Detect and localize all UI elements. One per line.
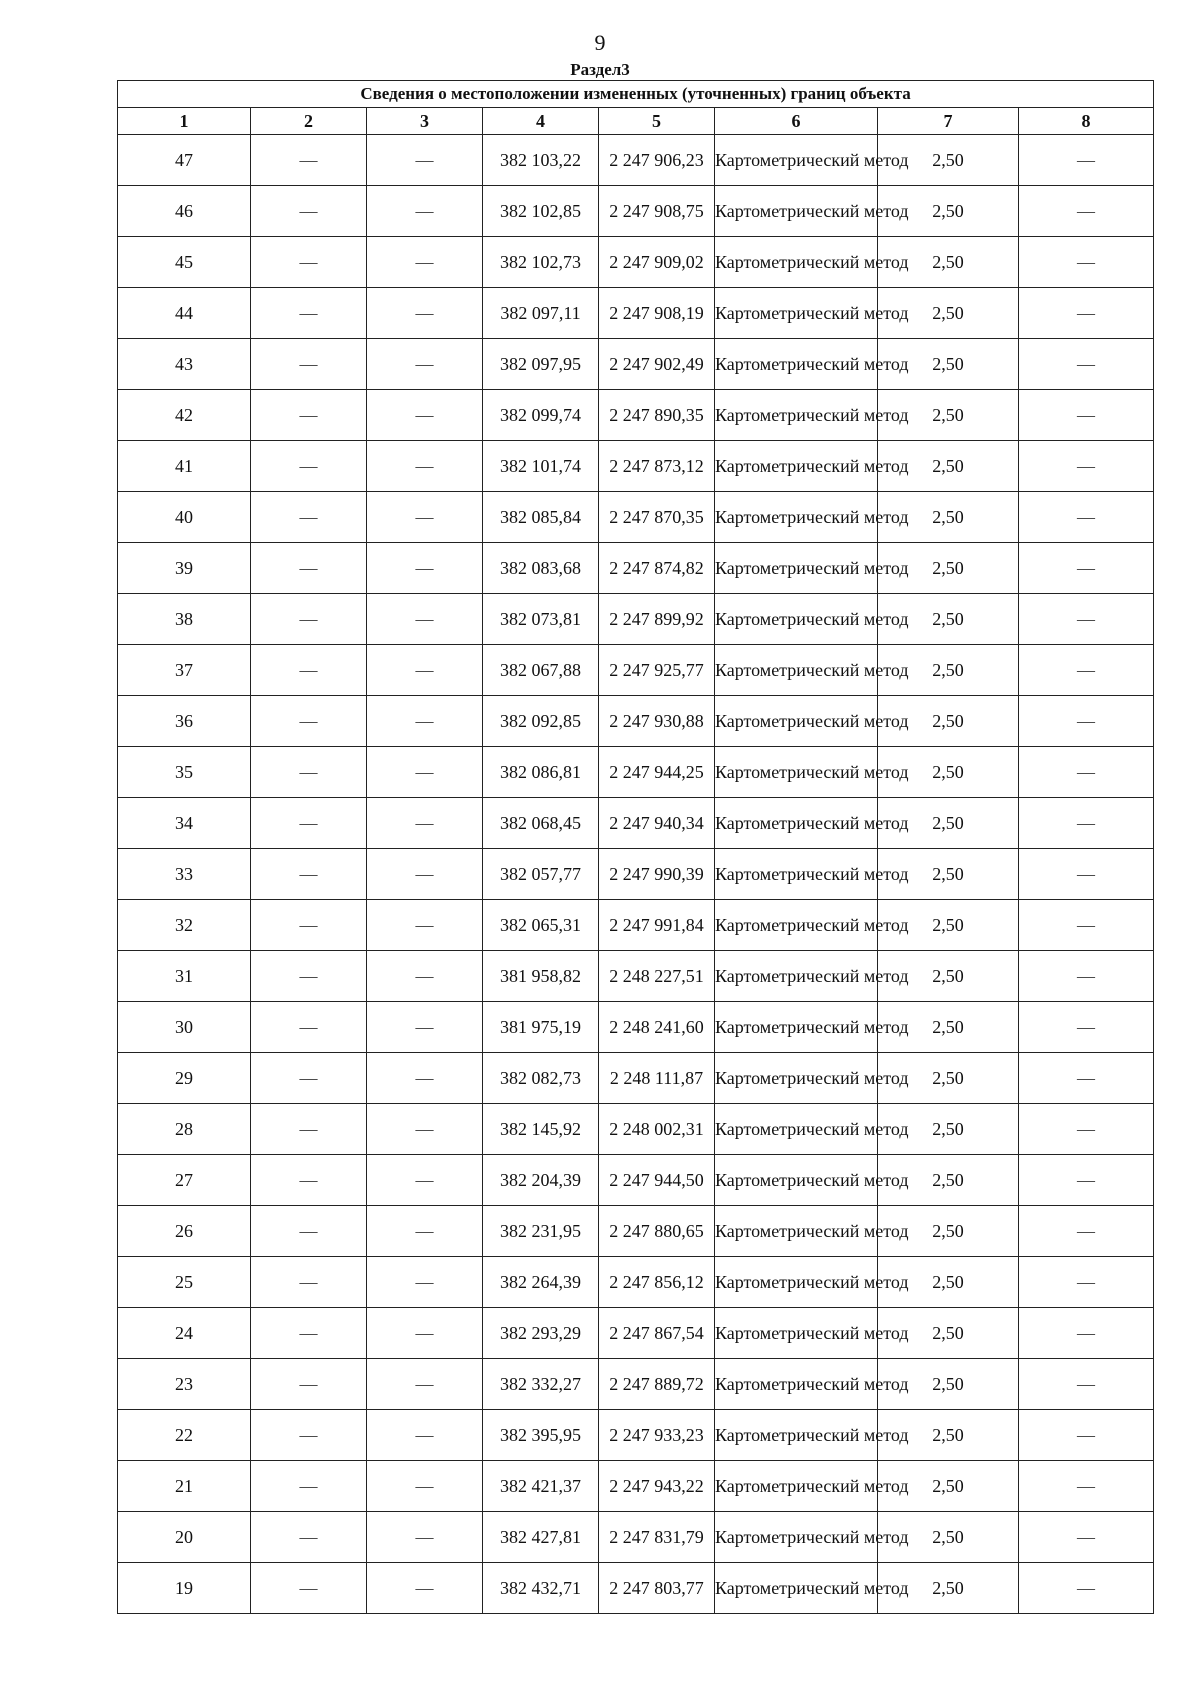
column-2-cell: — [251, 645, 367, 696]
point-number-cell: 29 [118, 1053, 251, 1104]
x-coordinate-cell: 382 293,29 [483, 1308, 599, 1359]
column-8-cell: — [1019, 645, 1154, 696]
accuracy-cell: 2,50 [878, 135, 1019, 186]
column-2-cell: — [251, 798, 367, 849]
column-header: 8 [1019, 108, 1154, 135]
table-row [118, 900, 1154, 951]
method-cell: Картометрический метод [715, 390, 878, 441]
method-cell: Картометрический метод [715, 1308, 878, 1359]
accuracy-cell: 2,50 [878, 696, 1019, 747]
column-3-cell: — [367, 237, 483, 288]
point-number-cell: 39 [118, 543, 251, 594]
y-coordinate-cell: 2 247 856,12 [599, 1257, 715, 1308]
accuracy-cell: 2,50 [878, 1308, 1019, 1359]
x-coordinate-cell: 382 421,37 [483, 1461, 599, 1512]
table-row [118, 543, 1154, 594]
accuracy-cell: 2,50 [878, 1563, 1019, 1614]
x-coordinate-cell: 382 231,95 [483, 1206, 599, 1257]
table-row [118, 798, 1154, 849]
column-8-cell: — [1019, 594, 1154, 645]
accuracy-cell: 2,50 [878, 1512, 1019, 1563]
column-8-cell: — [1019, 951, 1154, 1002]
table-header-row [118, 108, 1154, 135]
y-coordinate-cell: 2 247 831,79 [599, 1512, 715, 1563]
column-8-cell: — [1019, 1002, 1154, 1053]
y-coordinate-cell: 2 247 902,49 [599, 339, 715, 390]
accuracy-cell: 2,50 [878, 441, 1019, 492]
point-number-cell: 19 [118, 1563, 251, 1614]
table-row [118, 849, 1154, 900]
method-cell: Картометрический метод [715, 492, 878, 543]
point-number-cell: 46 [118, 186, 251, 237]
column-3-cell: — [367, 1053, 483, 1104]
column-header: 3 [367, 108, 483, 135]
table-row [118, 339, 1154, 390]
column-3-cell: — [367, 135, 483, 186]
column-2-cell: — [251, 951, 367, 1002]
x-coordinate-cell: 382 097,11 [483, 288, 599, 339]
accuracy-cell: 2,50 [878, 1461, 1019, 1512]
accuracy-cell: 2,50 [878, 849, 1019, 900]
column-header: 6 [715, 108, 878, 135]
column-8-cell: — [1019, 747, 1154, 798]
point-number-cell: 44 [118, 288, 251, 339]
table-row [118, 1359, 1154, 1410]
y-coordinate-cell: 2 247 991,84 [599, 900, 715, 951]
column-3-cell: — [367, 1104, 483, 1155]
accuracy-cell: 2,50 [878, 951, 1019, 1002]
method-cell: Картометрический метод [715, 951, 878, 1002]
column-3-cell: — [367, 900, 483, 951]
point-number-cell: 45 [118, 237, 251, 288]
point-number-cell: 37 [118, 645, 251, 696]
method-cell: Картометрический метод [715, 186, 878, 237]
y-coordinate-cell: 2 247 990,39 [599, 849, 715, 900]
table-row [118, 135, 1154, 186]
point-number-cell: 47 [118, 135, 251, 186]
method-cell: Картометрический метод [715, 1053, 878, 1104]
column-2-cell: — [251, 1563, 367, 1614]
point-number-cell: 30 [118, 1002, 251, 1053]
column-3-cell: — [367, 186, 483, 237]
table-row [118, 1002, 1154, 1053]
accuracy-cell: 2,50 [878, 900, 1019, 951]
method-cell: Картометрический метод [715, 798, 878, 849]
y-coordinate-cell: 2 248 111,87 [599, 1053, 715, 1104]
x-coordinate-cell: 382 057,77 [483, 849, 599, 900]
column-8-cell: — [1019, 849, 1154, 900]
point-number-cell: 43 [118, 339, 251, 390]
column-8-cell: — [1019, 1359, 1154, 1410]
method-cell: Картометрический метод [715, 1512, 878, 1563]
point-number-cell: 36 [118, 696, 251, 747]
method-cell: Картометрический метод [715, 900, 878, 951]
point-number-cell: 35 [118, 747, 251, 798]
x-coordinate-cell: 382 065,31 [483, 900, 599, 951]
y-coordinate-cell: 2 247 908,19 [599, 288, 715, 339]
column-8-cell: — [1019, 1155, 1154, 1206]
column-3-cell: — [367, 747, 483, 798]
table-body [118, 135, 1154, 1614]
point-number-cell: 21 [118, 1461, 251, 1512]
x-coordinate-cell: 382 145,92 [483, 1104, 599, 1155]
column-2-cell: — [251, 339, 367, 390]
column-8-cell: — [1019, 1410, 1154, 1461]
x-coordinate-cell: 382 102,73 [483, 237, 599, 288]
accuracy-cell: 2,50 [878, 1053, 1019, 1104]
table-row [118, 1206, 1154, 1257]
column-header: 7 [878, 108, 1019, 135]
column-2-cell: — [251, 237, 367, 288]
table-row [118, 594, 1154, 645]
point-number-cell: 28 [118, 1104, 251, 1155]
column-2-cell: — [251, 1512, 367, 1563]
column-3-cell: — [367, 1206, 483, 1257]
column-8-cell: — [1019, 441, 1154, 492]
column-3-cell: — [367, 1410, 483, 1461]
y-coordinate-cell: 2 247 933,23 [599, 1410, 715, 1461]
table-row [118, 237, 1154, 288]
method-cell: Картометрический метод [715, 1155, 878, 1206]
column-2-cell: — [251, 1053, 367, 1104]
y-coordinate-cell: 2 247 889,72 [599, 1359, 715, 1410]
x-coordinate-cell: 382 092,85 [483, 696, 599, 747]
table-row [118, 1053, 1154, 1104]
point-number-cell: 24 [118, 1308, 251, 1359]
accuracy-cell: 2,50 [878, 1257, 1019, 1308]
column-3-cell: — [367, 594, 483, 645]
table-row [118, 1410, 1154, 1461]
column-2-cell: — [251, 900, 367, 951]
point-number-cell: 27 [118, 1155, 251, 1206]
x-coordinate-cell: 382 204,39 [483, 1155, 599, 1206]
point-number-cell: 42 [118, 390, 251, 441]
column-8-cell: — [1019, 1512, 1154, 1563]
method-cell: Картометрический метод [715, 1104, 878, 1155]
method-cell: Картометрический метод [715, 288, 878, 339]
column-2-cell: — [251, 1104, 367, 1155]
point-number-cell: 33 [118, 849, 251, 900]
x-coordinate-cell: 382 085,84 [483, 492, 599, 543]
x-coordinate-cell: 382 097,95 [483, 339, 599, 390]
x-coordinate-cell: 381 975,19 [483, 1002, 599, 1053]
boundary-coordinates-table [117, 80, 1154, 1614]
point-number-cell: 20 [118, 1512, 251, 1563]
column-8-cell: — [1019, 492, 1154, 543]
column-8-cell: — [1019, 1206, 1154, 1257]
table-row [118, 1512, 1154, 1563]
table-row [118, 288, 1154, 339]
method-cell: Картометрический метод [715, 1410, 878, 1461]
column-3-cell: — [367, 543, 483, 594]
accuracy-cell: 2,50 [878, 594, 1019, 645]
y-coordinate-cell: 2 247 925,77 [599, 645, 715, 696]
column-8-cell: — [1019, 186, 1154, 237]
column-8-cell: — [1019, 1257, 1154, 1308]
y-coordinate-cell: 2 247 944,50 [599, 1155, 715, 1206]
method-cell: Картометрический метод [715, 1563, 878, 1614]
column-3-cell: — [367, 645, 483, 696]
x-coordinate-cell: 382 083,68 [483, 543, 599, 594]
column-8-cell: — [1019, 1563, 1154, 1614]
table-row [118, 441, 1154, 492]
y-coordinate-cell: 2 247 873,12 [599, 441, 715, 492]
column-2-cell: — [251, 1002, 367, 1053]
y-coordinate-cell: 2 247 906,23 [599, 135, 715, 186]
y-coordinate-cell: 2 247 803,77 [599, 1563, 715, 1614]
y-coordinate-cell: 2 247 909,02 [599, 237, 715, 288]
method-cell: Картометрический метод [715, 594, 878, 645]
accuracy-cell: 2,50 [878, 543, 1019, 594]
method-cell: Картометрический метод [715, 696, 878, 747]
column-3-cell: — [367, 492, 483, 543]
column-2-cell: — [251, 135, 367, 186]
column-3-cell: — [367, 1461, 483, 1512]
y-coordinate-cell: 2 247 940,34 [599, 798, 715, 849]
column-2-cell: — [251, 543, 367, 594]
column-2-cell: — [251, 849, 367, 900]
column-8-cell: — [1019, 390, 1154, 441]
column-2-cell: — [251, 1308, 367, 1359]
method-cell: Картометрический метод [715, 1257, 878, 1308]
y-coordinate-cell: 2 247 908,75 [599, 186, 715, 237]
method-cell: Картометрический метод [715, 747, 878, 798]
point-number-cell: 31 [118, 951, 251, 1002]
table-row [118, 1257, 1154, 1308]
table-row [118, 951, 1154, 1002]
y-coordinate-cell: 2 247 867,54 [599, 1308, 715, 1359]
table-row [118, 1461, 1154, 1512]
accuracy-cell: 2,50 [878, 288, 1019, 339]
x-coordinate-cell: 382 332,27 [483, 1359, 599, 1410]
table-row [118, 186, 1154, 237]
column-3-cell: — [367, 441, 483, 492]
y-coordinate-cell: 2 247 944,25 [599, 747, 715, 798]
column-2-cell: — [251, 1410, 367, 1461]
column-3-cell: — [367, 1512, 483, 1563]
table-row [118, 1104, 1154, 1155]
table-caption: Сведения о местоположении измененных (уточненных) границ объекта [118, 81, 1154, 108]
y-coordinate-cell: 2 247 874,82 [599, 543, 715, 594]
column-2-cell: — [251, 1206, 367, 1257]
column-8-cell: — [1019, 237, 1154, 288]
table-row [118, 1308, 1154, 1359]
x-coordinate-cell: 382 082,73 [483, 1053, 599, 1104]
table-row [118, 696, 1154, 747]
column-2-cell: — [251, 1461, 367, 1512]
section-title: Раздел3 [570, 60, 630, 79]
column-8-cell: — [1019, 696, 1154, 747]
table-caption-row [118, 81, 1154, 108]
column-2-cell: — [251, 1155, 367, 1206]
point-number-cell: 40 [118, 492, 251, 543]
accuracy-cell: 2,50 [878, 1104, 1019, 1155]
y-coordinate-cell: 2 247 943,22 [599, 1461, 715, 1512]
x-coordinate-cell: 381 958,82 [483, 951, 599, 1002]
column-3-cell: — [367, 1002, 483, 1053]
column-3-cell: — [367, 1155, 483, 1206]
x-coordinate-cell: 382 264,39 [483, 1257, 599, 1308]
accuracy-cell: 2,50 [878, 1410, 1019, 1461]
x-coordinate-cell: 382 068,45 [483, 798, 599, 849]
point-number-cell: 23 [118, 1359, 251, 1410]
method-cell: Картометрический метод [715, 1002, 878, 1053]
accuracy-cell: 2,50 [878, 1359, 1019, 1410]
accuracy-cell: 2,50 [878, 339, 1019, 390]
method-cell: Картометрический метод [715, 237, 878, 288]
x-coordinate-cell: 382 099,74 [483, 390, 599, 441]
table-row [118, 747, 1154, 798]
column-2-cell: — [251, 288, 367, 339]
table-row [118, 492, 1154, 543]
point-number-cell: 32 [118, 900, 251, 951]
y-coordinate-cell: 2 248 227,51 [599, 951, 715, 1002]
column-3-cell: — [367, 1563, 483, 1614]
column-8-cell: — [1019, 543, 1154, 594]
y-coordinate-cell: 2 248 002,31 [599, 1104, 715, 1155]
column-2-cell: — [251, 186, 367, 237]
method-cell: Картометрический метод [715, 1359, 878, 1410]
column-header: 1 [118, 108, 251, 135]
column-3-cell: — [367, 696, 483, 747]
table-row [118, 1563, 1154, 1614]
y-coordinate-cell: 2 247 870,35 [599, 492, 715, 543]
column-2-cell: — [251, 1359, 367, 1410]
column-8-cell: — [1019, 135, 1154, 186]
point-number-cell: 41 [118, 441, 251, 492]
method-cell: Картометрический метод [715, 135, 878, 186]
accuracy-cell: 2,50 [878, 492, 1019, 543]
column-2-cell: — [251, 747, 367, 798]
y-coordinate-cell: 2 247 890,35 [599, 390, 715, 441]
accuracy-cell: 2,50 [878, 1155, 1019, 1206]
method-cell: Картометрический метод [715, 543, 878, 594]
column-2-cell: — [251, 1257, 367, 1308]
column-8-cell: — [1019, 339, 1154, 390]
x-coordinate-cell: 382 101,74 [483, 441, 599, 492]
column-3-cell: — [367, 390, 483, 441]
y-coordinate-cell: 2 248 241,60 [599, 1002, 715, 1053]
column-2-cell: — [251, 492, 367, 543]
method-cell: Картометрический метод [715, 1206, 878, 1257]
method-cell: Картометрический метод [715, 441, 878, 492]
x-coordinate-cell: 382 086,81 [483, 747, 599, 798]
method-cell: Картометрический метод [715, 1461, 878, 1512]
accuracy-cell: 2,50 [878, 798, 1019, 849]
y-coordinate-cell: 2 247 899,92 [599, 594, 715, 645]
x-coordinate-cell: 382 067,88 [483, 645, 599, 696]
column-8-cell: — [1019, 1053, 1154, 1104]
point-number-cell: 34 [118, 798, 251, 849]
accuracy-cell: 2,50 [878, 747, 1019, 798]
y-coordinate-cell: 2 247 880,65 [599, 1206, 715, 1257]
column-3-cell: — [367, 339, 483, 390]
column-3-cell: — [367, 288, 483, 339]
x-coordinate-cell: 382 073,81 [483, 594, 599, 645]
accuracy-cell: 2,50 [878, 237, 1019, 288]
column-2-cell: — [251, 696, 367, 747]
accuracy-cell: 2,50 [878, 645, 1019, 696]
point-number-cell: 38 [118, 594, 251, 645]
point-number-cell: 25 [118, 1257, 251, 1308]
column-2-cell: — [251, 390, 367, 441]
column-8-cell: — [1019, 798, 1154, 849]
column-3-cell: — [367, 1257, 483, 1308]
column-8-cell: — [1019, 1461, 1154, 1512]
accuracy-cell: 2,50 [878, 1002, 1019, 1053]
accuracy-cell: 2,50 [878, 1206, 1019, 1257]
column-8-cell: — [1019, 1308, 1154, 1359]
column-8-cell: — [1019, 288, 1154, 339]
x-coordinate-cell: 382 432,71 [483, 1563, 599, 1614]
x-coordinate-cell: 382 427,81 [483, 1512, 599, 1563]
column-2-cell: — [251, 594, 367, 645]
accuracy-cell: 2,50 [878, 390, 1019, 441]
x-coordinate-cell: 382 103,22 [483, 135, 599, 186]
x-coordinate-cell: 382 102,85 [483, 186, 599, 237]
column-8-cell: — [1019, 900, 1154, 951]
column-3-cell: — [367, 849, 483, 900]
table-row [118, 1155, 1154, 1206]
column-3-cell: — [367, 798, 483, 849]
accuracy-cell: 2,50 [878, 186, 1019, 237]
point-number-cell: 22 [118, 1410, 251, 1461]
method-cell: Картометрический метод [715, 645, 878, 696]
column-header: 4 [483, 108, 599, 135]
page-number: 9 [594, 30, 606, 55]
table-row [118, 645, 1154, 696]
y-coordinate-cell: 2 247 930,88 [599, 696, 715, 747]
column-header: 5 [599, 108, 715, 135]
method-cell: Картометрический метод [715, 339, 878, 390]
x-coordinate-cell: 382 395,95 [483, 1410, 599, 1461]
method-cell: Картометрический метод [715, 849, 878, 900]
column-8-cell: — [1019, 1104, 1154, 1155]
column-3-cell: — [367, 951, 483, 1002]
column-3-cell: — [367, 1359, 483, 1410]
point-number-cell: 26 [118, 1206, 251, 1257]
column-3-cell: — [367, 1308, 483, 1359]
column-2-cell: — [251, 441, 367, 492]
column-header: 2 [251, 108, 367, 135]
table-row [118, 390, 1154, 441]
